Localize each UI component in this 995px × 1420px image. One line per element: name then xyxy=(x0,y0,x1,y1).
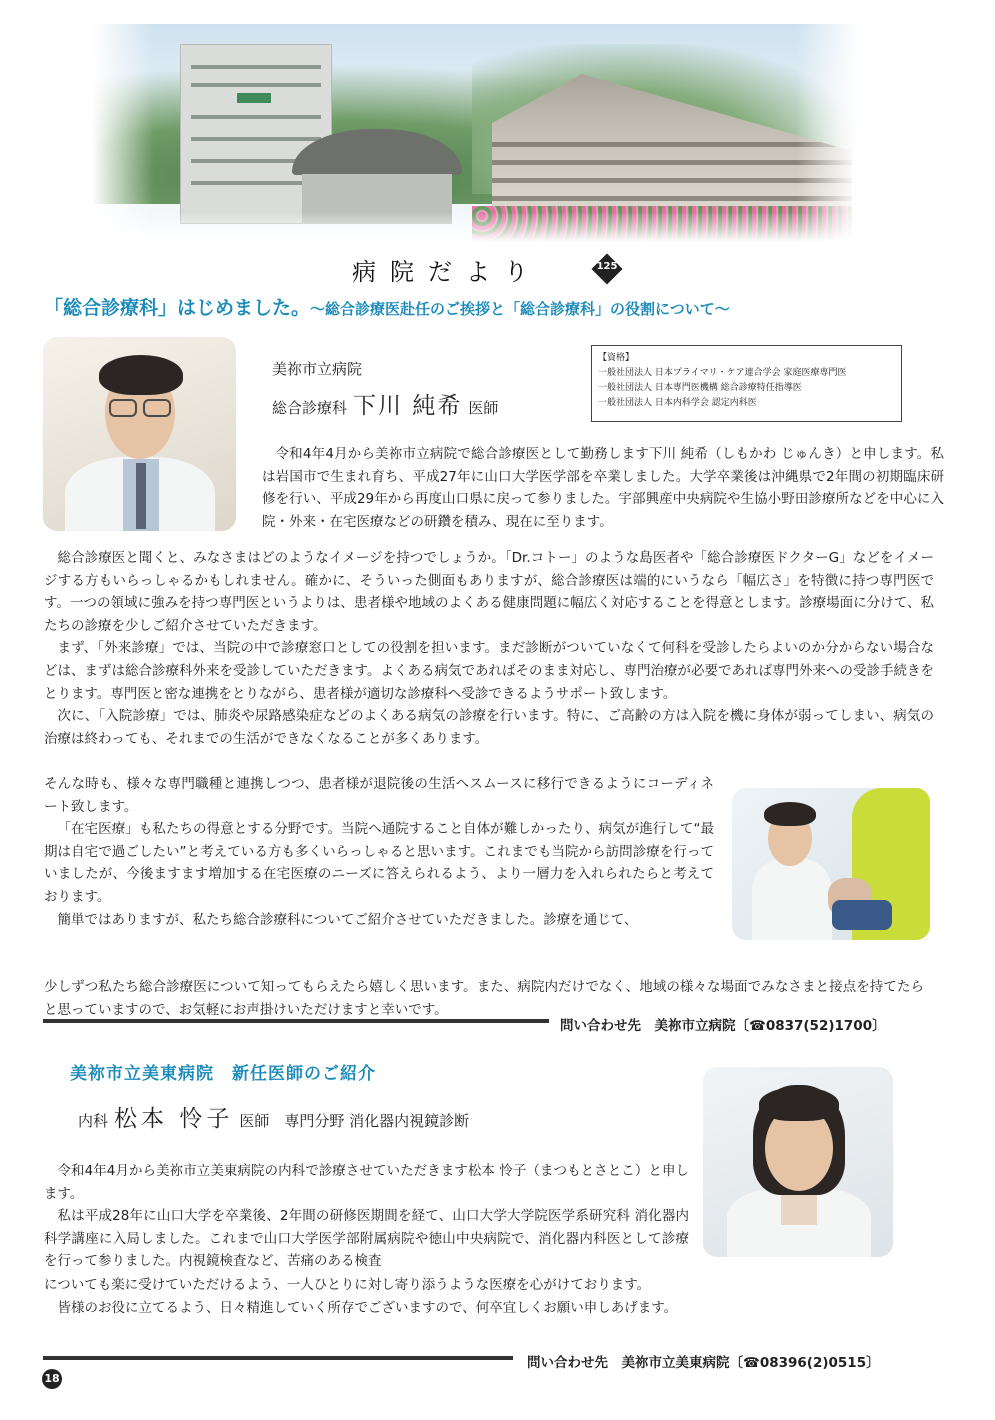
doctor2-title: 医師 xyxy=(239,1112,270,1130)
article-body-main xyxy=(44,547,934,750)
article-body-wrap xyxy=(44,773,714,931)
issue-number-badge xyxy=(592,254,622,284)
contact-hospital: 美祢市立美東病院 xyxy=(621,1355,730,1371)
doctor2-body xyxy=(44,1160,689,1273)
qualifications-box xyxy=(591,345,902,422)
contact-label: 問い合わせ先 xyxy=(560,1018,641,1034)
paragraph: 私は平成28年に山口大学を卒業後、2年間の研修医期間を経て、山口大学大学院医学系研究科 消化器内科学講座に入局しました。これまで山口大学医学部附属病院や徳山中央病院で、消化器内科医として診療を行って参りました。内視鏡検査など、苦痛のある検査 xyxy=(44,1208,689,1270)
doctor1-title: 医師 xyxy=(468,399,499,417)
doctor2-department: 内科 xyxy=(78,1112,109,1130)
qualifications-label: 【資格】 xyxy=(598,353,635,363)
contact-rule xyxy=(43,1019,549,1023)
series-title: 病院だより xyxy=(352,258,542,286)
article-body-intro xyxy=(262,443,944,533)
paragraph: についても楽に受けていただけるよう、一人ひとりに対し寄り添うような医療を心がけております。 xyxy=(44,1277,651,1293)
paragraph: まず、「外来診療」では、当院の中で診療窓口としての役割を担います。まだ診断がついていなくて何科を受診したらよいのか分からない場合などは、まずは総合診療科外来を受診していただきます。よくある病気であればそのまま対応し、専門治療が必要であれば専門外来への受診手続きをとります。専門医と密な連携をとりながら、患者様が適切な診療科へ受診できるようサポート致します。 xyxy=(44,640,934,702)
doctor-shimokawa-photo xyxy=(43,337,236,531)
page-number: 18 xyxy=(42,1369,62,1389)
paragraph: 皆様のお役に立てるよう、日々精進していく所存でございますので、何卒宜しくお願い申しあげます。 xyxy=(57,1299,678,1316)
issue-number: 125 xyxy=(596,261,618,272)
paragraph: 令和4年4月から美祢市立病院で総合診療医として勤務します下川 純希（しもかわ じゅんき）と申します。私は岩国市で生まれ育ち、平成27年に山口大学医学部を卒業しました。大学卒業後は沖縄県で2年間の初期臨床研修を行い、平成29年から再度山口県に戻って参りました。宇部興産中央病院や生協小野田診療所などを中心に入院・外来・在宅医療などの研鑽を積み、現在に至ります。 xyxy=(262,446,944,530)
examination-photo xyxy=(732,788,930,940)
contact-label: 問い合わせ先 xyxy=(527,1355,608,1371)
paragraph: そんな時も、様々な専門職種と連携しつつ、患者様が退院後の生活へスムースに移行できるようにコーディネート致します。 xyxy=(44,776,714,815)
contact-mito-hospital xyxy=(527,1351,880,1371)
doctor1-name: 下川 純希 xyxy=(353,393,463,419)
doctor1-hospital: 美祢市立病院 xyxy=(272,360,363,378)
new-doctor-heading: 美祢市立美東病院 新任医師のご紹介 xyxy=(70,1064,376,1084)
paragraph: 総合診療医と聞くと、みなさまはどのようなイメージを持つでしょうか。「Dr.コトー」のような島医者や「総合診療医ドクターG」などをイメージする方もいらっしゃるかもしれません。確かに、そういった側面もありますが、総合診療医は端的にいうなら「幅広さ」を特徴に持つ専門医です。一つの領域に強みを持つ専門医というよりは、患者様や地域のよくある健康問題に幅広く対応することを得意とします。診療場面に分けて、私たちの診療を少しご紹介させていただきます。 xyxy=(44,550,934,634)
doctor1-heading xyxy=(272,387,498,420)
qualification-item: 一般社団法人 日本プライマリ・ケア連合学会 家庭医療専門医 xyxy=(598,368,847,378)
qualification-item: 一般社団法人 日本専門医機構 総合診療特任指導医 xyxy=(598,383,802,393)
doctor1-department: 総合診療科 xyxy=(272,399,348,417)
paragraph: 令和4年4月から美祢市立美東病院の内科で診療させていただきます松本 怜子（まつもとさとこ）と申します。 xyxy=(44,1163,689,1202)
paragraph: 次に、「入院診療」では、肺炎や尿路感染症などのよくある病気の診療を行います。特に、ご高齢の方は入院を機に身体が弱ってしまい、病気の治療は終わっても、それまでの生活ができなくなることが多くあります。 xyxy=(44,708,934,747)
hospital-buildings-banner xyxy=(92,24,858,242)
contact-phone: 〔☎08396(2)0515〕 xyxy=(729,1355,880,1371)
qualification-item: 一般社団法人 日本内科学会 認定内科医 xyxy=(598,398,757,408)
doctor2-body-closing xyxy=(44,1274,934,1319)
paragraph: 少しずつ私たち総合診療医について知ってもらえたら嬉しく思います。また、病院内だけでなく、地域の様々な場面でみなさまと接点を持てたらと思っていますので、お気軽にお声掛けいただけますと幸いです。 xyxy=(44,979,924,1018)
headline-subtitle: ～総合診療医赴任のご挨拶と「総合診療科」の役割について～ xyxy=(310,300,730,318)
contact-mine-hospital xyxy=(560,1014,886,1034)
headline-main: 「総合診療科」はじめました。 xyxy=(44,297,311,319)
contact-phone: 〔☎0837(52)1700〕 xyxy=(735,1018,886,1034)
paragraph: 簡単ではありますが、私たち総合診療科についてご紹介させていただきました。診療を通じて、 xyxy=(57,911,638,928)
doctor2-name: 松本 怜子 xyxy=(114,1106,234,1132)
doctor2-heading xyxy=(78,1100,469,1133)
doctor2-specialty: 専門分野 消化器内視鏡診断 xyxy=(284,1112,470,1130)
contact-hospital: 美祢市立病院 xyxy=(654,1018,736,1034)
doctor-matsumoto-photo xyxy=(703,1067,893,1257)
paragraph: 「在宅医療」も私たちの得意とする分野です。当院へ通院すること自体が難しかったり、病気が進行して“最期は自宅で過ごしたい”と考えている方も多くいらっしゃると思います。これまでも当院から訪問診療を行っていましたが、今後ますます増加する在宅医療のニーズに答えられるよう、より一層力を入れられたらと考えております。 xyxy=(44,821,714,905)
contact-rule xyxy=(43,1356,513,1360)
article-headline xyxy=(44,293,954,323)
